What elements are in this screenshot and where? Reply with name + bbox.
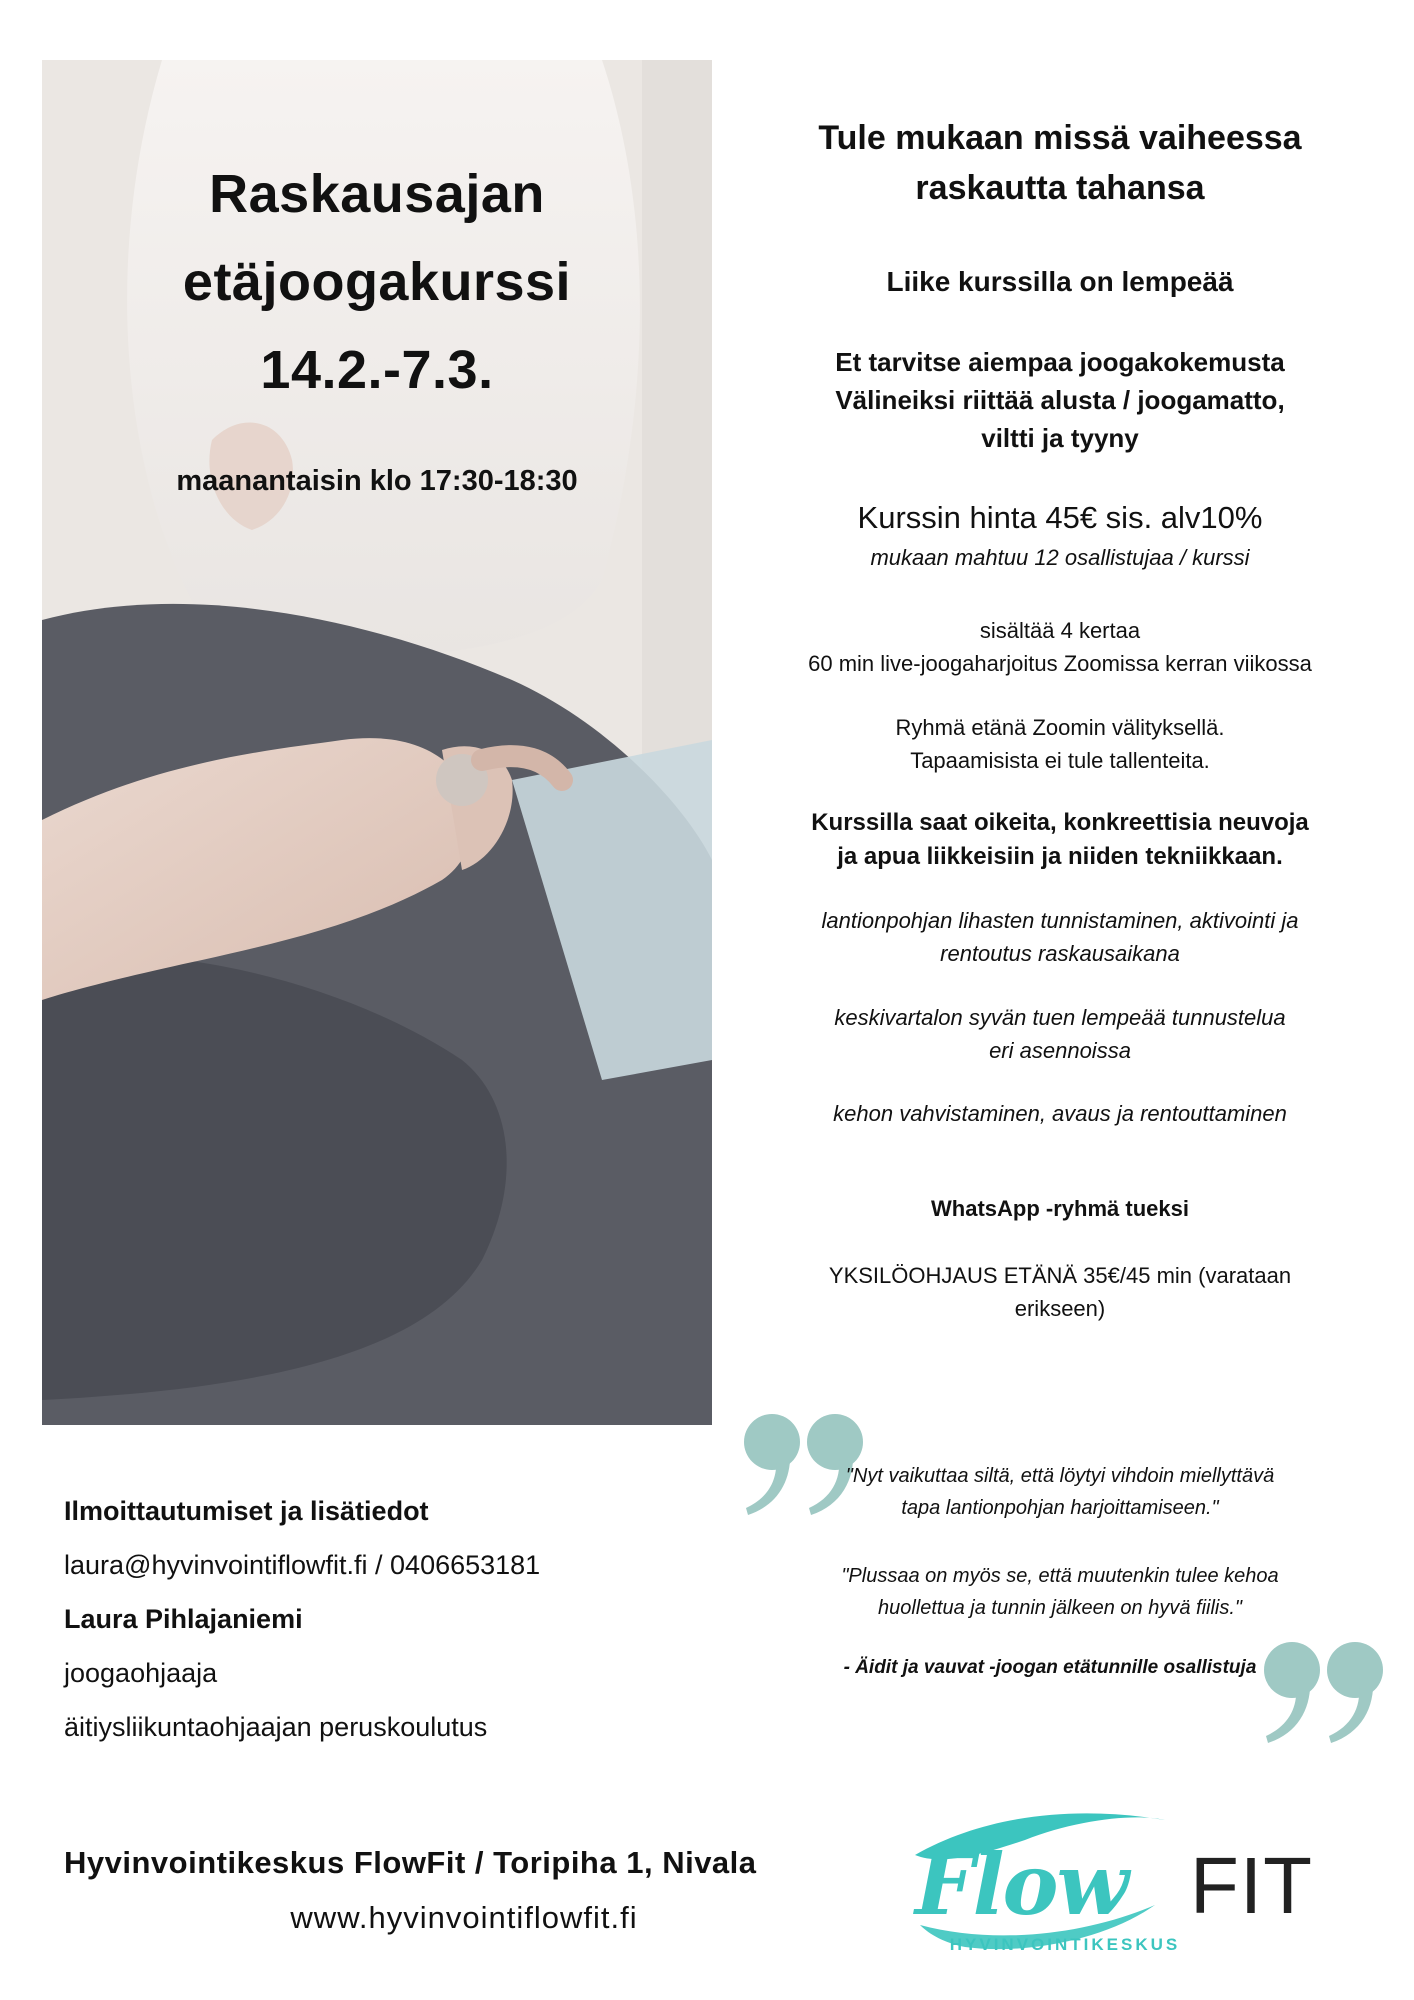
headline — [740, 113, 1380, 213]
topic1-line-1: lantionpohjan lihasten tunnistaminen, aktivointi ja — [821, 908, 1299, 933]
course-title — [42, 150, 712, 414]
title-line-2: etäjoogakurssi — [182, 252, 572, 312]
req-line-1: Et tarvitse aiempaa joogakokemusta — [835, 347, 1285, 377]
contact-heading: Ilmoittautumiset ja lisätiedot — [64, 1496, 429, 1526]
course-price: Kurssin hinta 45€ sis. alv10% — [857, 500, 1263, 535]
flowfit-logo — [905, 1795, 1345, 1975]
remote-info — [740, 711, 1380, 777]
instructor-role-1: joogaohjaaja — [64, 1658, 218, 1688]
quote2-line-1: "Plussaa on myös se, että muutenkin tulee kehoa — [841, 1565, 1279, 1587]
logo-word-fit: FIT — [1190, 1841, 1313, 1930]
instructor-name: Laura Pihlajaniemi — [64, 1604, 303, 1634]
topic-pelvic-floor — [740, 904, 1380, 970]
requirements — [740, 343, 1380, 457]
includes-line-2: 60 min live-joogaharjoitus Zoomissa kerran viikossa — [808, 651, 1312, 676]
logo-word-flow: Flow — [915, 1835, 1127, 1934]
req-line-2: Välineiksi riittää alusta / joogamatto, — [835, 385, 1285, 415]
remote-line-1: Ryhmä etänä Zoomin välityksellä. — [895, 715, 1225, 740]
headline-line-1: Tule mukaan missä vaiheessa — [818, 119, 1302, 157]
whatsapp-group: WhatsApp -ryhmä tueksi — [931, 1196, 1189, 1221]
quote1-line-1: "Nyt vaikuttaa siltä, että löytyi vihdoin miellyttävä — [845, 1465, 1275, 1487]
topic2-line-2: eri asennoissa — [989, 1038, 1131, 1063]
title-line-1: Raskausajan — [209, 164, 545, 224]
testimonial-quote-1 — [780, 1460, 1340, 1524]
quote-close-icon — [1260, 1638, 1390, 1748]
advice-line-2: ja apua liikkeisiin ja niiden tekniikkaan. — [837, 843, 1283, 870]
topic-body: kehon vahvistaminen, avaus ja rentouttaminen — [833, 1101, 1287, 1126]
gentle-note: Liike kurssilla on lempeää — [886, 266, 1234, 297]
personal-line-1: YKSILÖOHJAUS ETÄNÄ 35€/45 min (varataan — [828, 1263, 1292, 1288]
footer-website[interactable]: www.hyvinvointiflowfit.fi — [290, 1900, 638, 1935]
topic2-line-1: keskivartalon syvän tuen lempeää tunnustelua — [834, 1005, 1286, 1030]
advice-line-1: Kurssilla saat oikeita, konkreettisia neuvoja — [811, 809, 1309, 836]
capacity-note: mukaan mahtuu 12 osallistujaa / kurssi — [870, 545, 1250, 570]
instructor-role-2: äitiysliikuntaohjaajan peruskoulutus — [64, 1712, 488, 1742]
quote2-line-2: huollettua ja tunnin jälkeen on hyvä fiilis." — [878, 1597, 1242, 1619]
includes — [740, 614, 1380, 680]
contact-email-phone[interactable]: laura@hyvinvointiflowfit.fi / 0406653181 — [64, 1550, 541, 1580]
remote-line-2: Tapaamisista ei tule tallenteita. — [910, 748, 1210, 773]
contact-block — [64, 1484, 540, 1754]
logo-tagline: HYVINVOINTIKESKUS — [949, 1935, 1181, 1954]
personal-line-2: erikseen) — [1014, 1296, 1106, 1321]
schedule-time: maanantaisin klo 17:30-18:30 — [176, 465, 578, 497]
footer-address: Hyvinvointikeskus FlowFit / Toripiha 1, Nivala — [64, 1845, 757, 1880]
testimonial-quote-2 — [780, 1560, 1340, 1624]
headline-line-2: raskautta tahansa — [915, 169, 1205, 207]
title-line-dates: 14.2.-7.3. — [260, 340, 494, 400]
testimonial-attribution: - Äidit ja vauvat -joogan etätunnille osallistuja — [843, 1657, 1257, 1678]
personal-coaching — [740, 1259, 1380, 1325]
quote1-line-2: tapa lantionpohjan harjoittamiseen." — [901, 1497, 1219, 1519]
topic-core — [740, 1001, 1380, 1067]
req-line-3: viltti ja tyyny — [981, 423, 1139, 453]
advice-info — [740, 806, 1380, 874]
includes-line-1: sisältää 4 kertaa — [979, 618, 1141, 643]
topic1-line-2: rentoutus raskausaikana — [940, 941, 1180, 966]
